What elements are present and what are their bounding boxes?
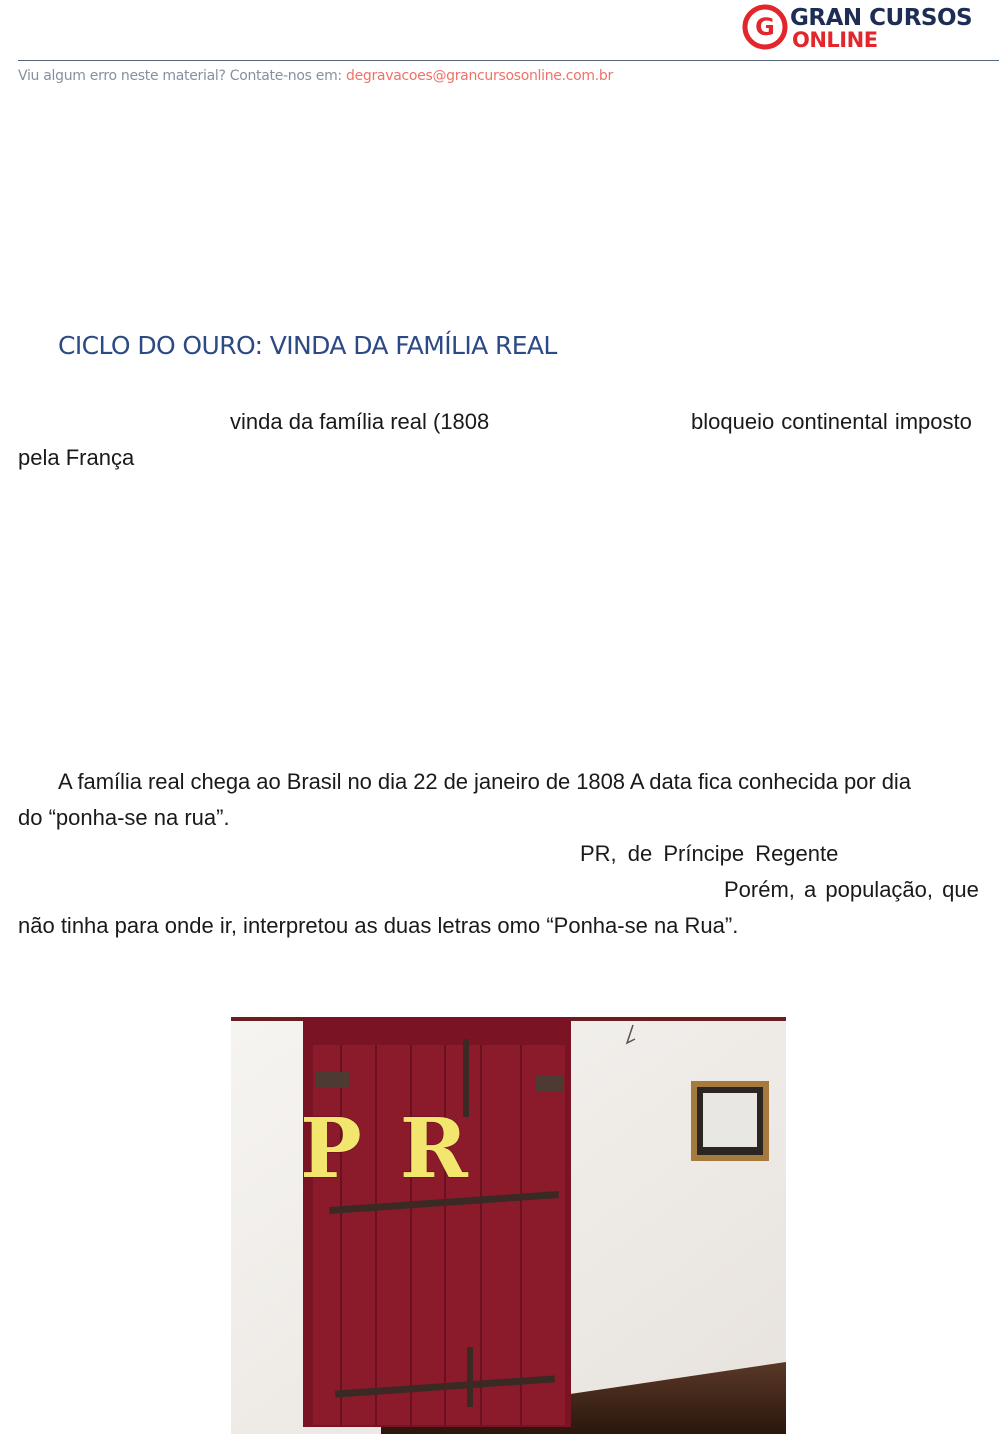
logo-g-icon <box>742 4 788 50</box>
contact-notice <box>18 68 613 84</box>
contact-email-link[interactable]: degravacoes@grancursosonline.com.br <box>345 68 613 84</box>
paragraph-2-line-1: A família real chega ao Brasil no dia 22 de janeiro de 1808 A data fica conhecida por dia <box>58 769 911 794</box>
logo-word-cursos: CURSOS <box>869 5 973 31</box>
paragraph-2-line-last: não tinha para onde ir, interpretou as duas letras omo “Ponha-se na Rua”. <box>18 913 739 938</box>
paragraph-2-fragment-pr: PR, de Príncipe Regente <box>580 841 839 866</box>
paragraph-1-fragment-b: bloqueio continental imposto <box>691 409 972 434</box>
logo-word-online: ONLINE <box>792 28 878 52</box>
section-title: CICLO DO OURO: VINDA DA FAMÍLIA REAL <box>58 331 557 360</box>
paragraph-1-fragment-c: pela França <box>18 445 135 470</box>
contact-prefix: Viu algum erro neste material? Contate-nos em: <box>18 68 346 84</box>
paragraph-2-line-2: do “ponha-se na rua”. <box>18 805 230 830</box>
logo-mark-letter: G <box>755 13 775 41</box>
door-letters: PR <box>300 1101 506 1197</box>
logo-word-gran: GRAN <box>790 5 862 31</box>
header-divider <box>18 60 999 61</box>
paragraph-1-fragment-a: vinda da família real (1808 <box>230 409 490 434</box>
brand-logo <box>742 4 1000 54</box>
pr-door-photo <box>231 1017 786 1434</box>
paragraph-2-fragment-porem: Porém, a população, que <box>724 877 979 902</box>
logo-line-1 <box>790 6 972 30</box>
